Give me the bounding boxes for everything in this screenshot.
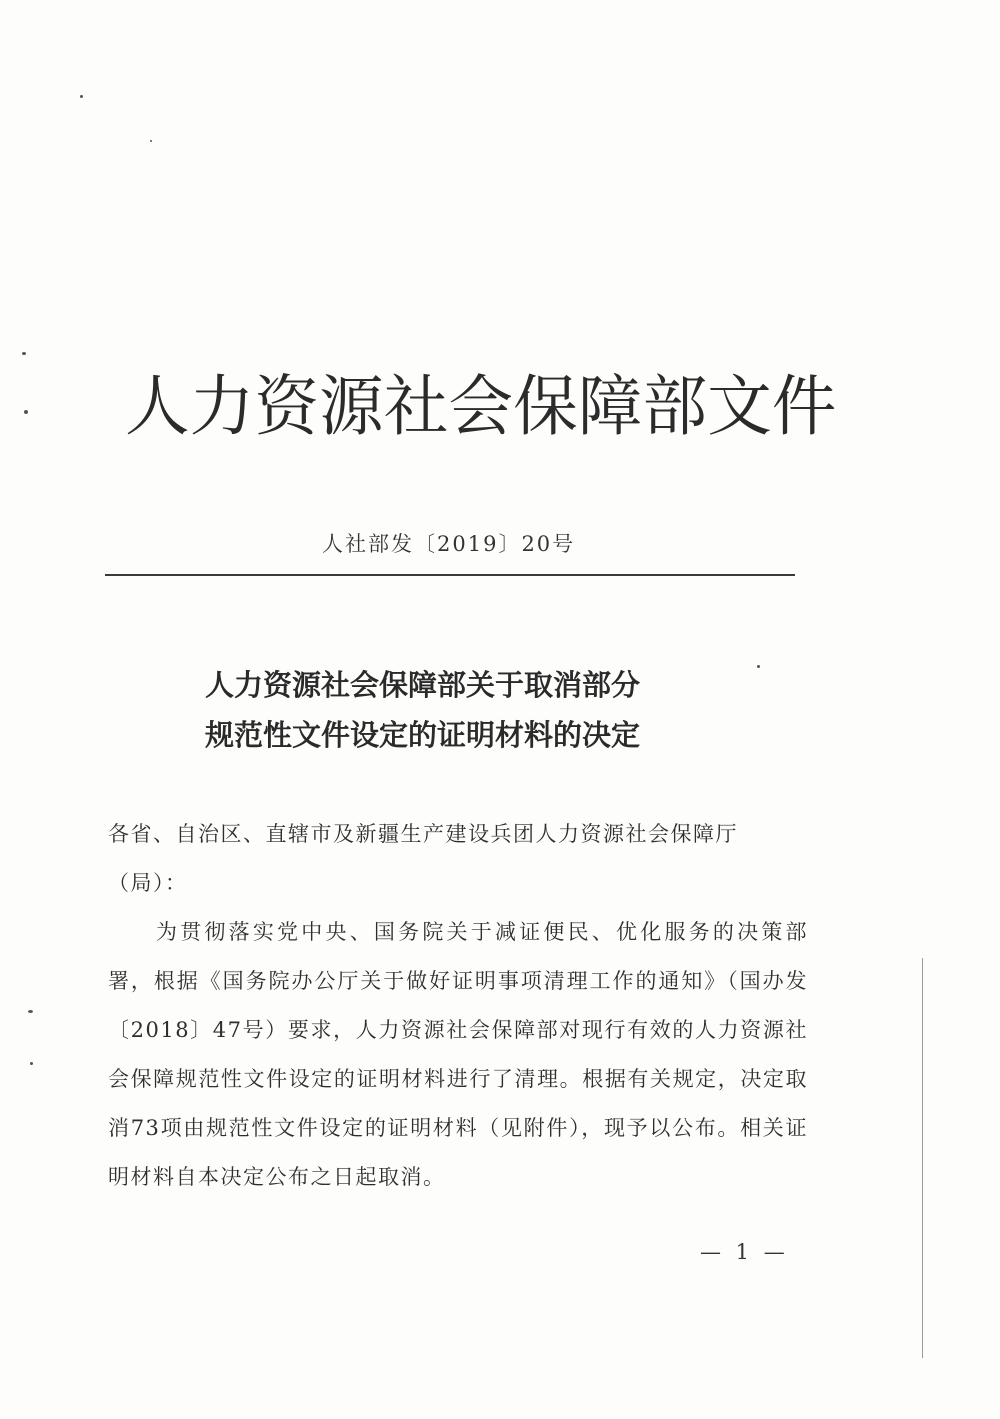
scan-speck bbox=[757, 665, 760, 668]
salutation: 各省、自治区、直辖市及新疆生产建设兵团人力资源社会保障厅（局）： bbox=[108, 822, 738, 895]
decision-title-line2: 规范性文件设定的证明材料的决定 bbox=[205, 718, 641, 752]
body-text bbox=[108, 810, 808, 1202]
scan-speck bbox=[80, 95, 83, 98]
scan-speck bbox=[30, 1062, 33, 1065]
header-divider bbox=[105, 574, 795, 576]
document-number: 人社部发〔2019〕20号 bbox=[322, 532, 576, 556]
scan-speck bbox=[28, 1010, 33, 1013]
scan-speck bbox=[24, 410, 28, 414]
scan-speck bbox=[150, 140, 152, 142]
decision-title bbox=[205, 660, 765, 760]
issuer-header: 人力资源社会保障部文件 bbox=[125, 368, 837, 445]
decision-title-line1: 人力资源社会保障部关于取消部分 bbox=[205, 668, 641, 702]
body-paragraph: 为贯彻落实党中央、国务院关于减证便民、优化服务的决策部署，根据《国务院办公厅关于做好证明事项清理工作的通知》（国办发〔2018〕47号）要求，人力资源社会保障部对现行有效的人力资源社会保障规范性文件设定的证明材料进行了清理。根据有关规定，决定取消73项由规范性文件设定的证明材料（见附件），现予以公布。相关证明材料自本决定公布之日起取消。 bbox=[108, 920, 808, 1189]
page-number: — 1 — bbox=[700, 1240, 789, 1264]
scan-speck bbox=[22, 352, 26, 355]
scan-margin-line bbox=[922, 958, 923, 1358]
